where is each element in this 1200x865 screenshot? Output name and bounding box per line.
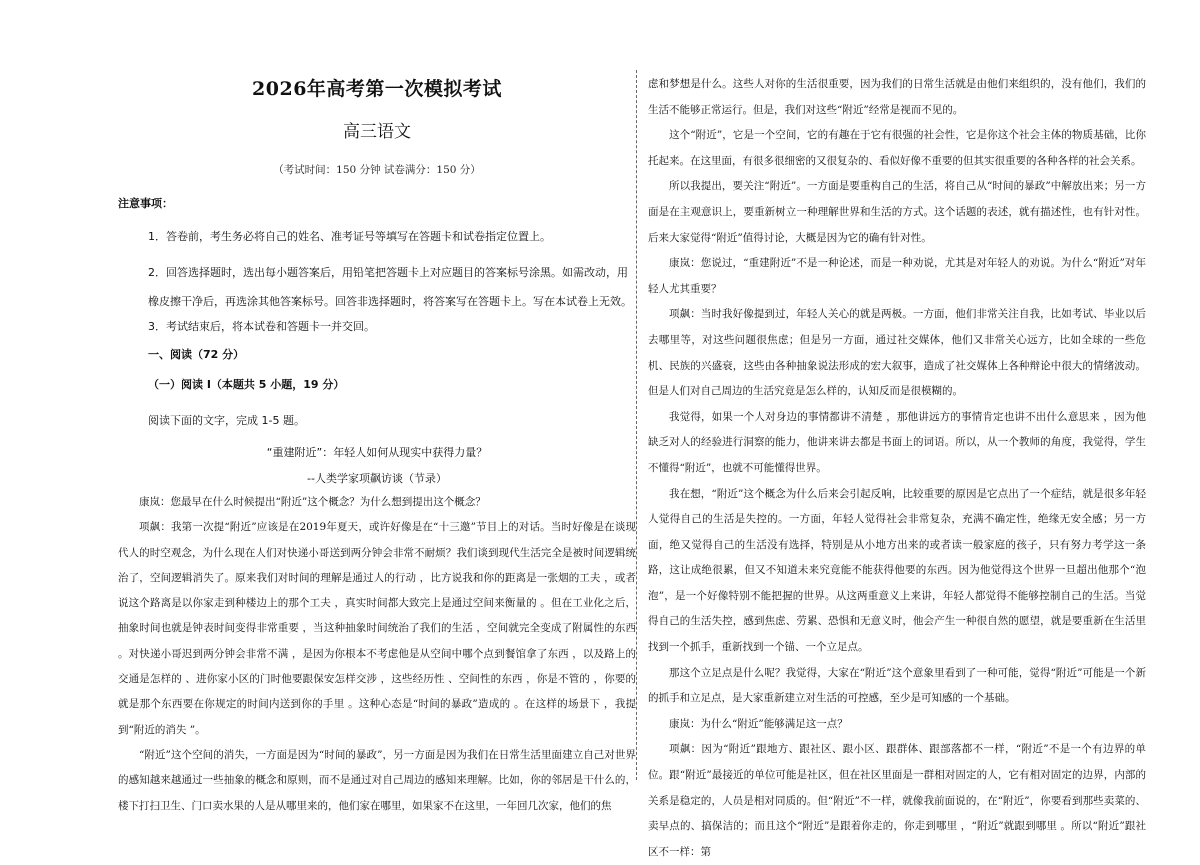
article-body-left [118, 490, 636, 819]
exam-subject: 高三语文 [343, 122, 411, 142]
notice-item-3: 3．考试结束后，将本试卷和答题卡一并交回。 [148, 320, 375, 333]
paragraph: 项飙：当时我好像提到过，年轻人关心的就是两极。一方面，他们非常关注自我，比如考试、毕业以后去哪里等，对这些问题很焦虑；但是另一方面，通过社交媒体，他们又非常关心远方，比如全球的一些危机、民族的兴盛衰，这些由各种抽象说法形成的宏大叙事，造成了社交媒体上各种辩论中很大的情绪波动。但是人们对自己周边的生活究竟是怎么样的，认知反而是很模糊的。 [648, 308, 1146, 398]
paragraph: 这个“附近”，它是一个空间，它的有趣在于它有很强的社会性，它是你这个社会主体的物质基础，比你托起来。在这里面，有很多很细密的又很复杂的、看似好像不重要的但其实很重要的各种各样的社会关系。 [648, 129, 1146, 167]
section-heading-reading-1: （一）阅读 I（本题共 5 小题，19 分） [148, 378, 345, 391]
notice-item-2: 2．回答选择题时，选出每小题答案后，用铅笔把答题卡上对应题目的答案标号涂黑。如需改动，用橡皮擦干净后，再选涂其他答案标号。回答非选择题时，将答案写在答题卡上。写在本试卷上无效。 [148, 266, 632, 308]
article-title: “重建附近”：年轻人如何从现实中获得力量？ [266, 446, 488, 459]
exam-meta: （考试时间：150 分钟 试卷满分：150 分） [273, 164, 481, 176]
paragraph: 康岚：您最早在什么时候提出“附近”这个概念？为什么想到提出这个概念？ [139, 496, 486, 508]
paragraph: 我在想，“附近”这个概念为什么后来会引起反响，比较重要的原因是它点出了一个症结，就是很多年轻人觉得自己的生活是失控的。一方面，年轻人觉得社会非常复杂，充满不确定性，绝缘无安全感；另一方面，绝又觉得自己的生活没有选择，特别是从小地方出来的或者读一般家庭的孩子，只有努力考学这一条路，这让成绝很累，但又不知道未来究竟能不能获得他要的东西。因为他觉得这个世界一旦超出他那个“泡泡”，是一个好像特别不能把握的世界。从这两重意义上来讲，年轻人都觉得不能够控制自己的生活。当觉得自己的生活失控，感到焦虑、劳累、恐惧和无意义时，他会产生一种很自然的愿望，就是要重新在生活里找到一个抓手，重新找到一个锚、一个立足点。 [648, 487, 1146, 654]
paragraph: 项飙：因为“附近”跟地方、跟社区、跟小区、跟群体、跟部落都不一样，“附近”不是一个有边界的单位。跟“附近”最接近的单位可能是社区，但在社区里面是一群相对固定的人，它有相对固定的边界，内部的关系是稳定的，人员是相对同质的。但“附近”不一样，就像我前面说的，在“附近”，你要看到那些卖菜的、卖早点的、搞保洁的；而且这个“附近”是跟着你走的，你走到哪里 ，“附近”就跟到哪里 。所以“附近”跟社区不一样：第 [648, 743, 1146, 858]
column-divider [636, 70, 637, 780]
notice-item-1: 1．答卷前，考生务必将自己的姓名、准考证号等填写在答题卡和试卷指定位置上。 [148, 230, 551, 243]
article-body-right [648, 72, 1146, 865]
paragraph: 康岚：您说过，“重建附近”不是一种论述，而是一种劝说，尤其是对年轻人的劝说。为什么“附近”对年轻人尤其重要？ [648, 257, 1146, 295]
notice-heading: 注意事项： [118, 197, 173, 210]
paragraph: 项飙：我第一次提“附近”应该是在2019年夏天，或许好像是在“十三邀”节目上的对话。当时好像是在谈现代人的时空观念，为什么现在人们对快递小哥送到两分钟会非常不耐烦？我们谈到现代生活完全是被时间逻辑统治了，空间逻辑消失了。原来我们对时间的理解是通过人的行动 ，比方说我和你的距离是一张烟的工夫 ，或者说这个路离是以你家走到种楼边上的那个工夫 ，真实时间都大致完上是通过空间来衡量的 。但在工业化之后，抽象时间也就是钟表时间变得非常重要 ，当这种抽象时间统治了我们的生活 ，空间就完全变成了附属性的东西 。对快递小哥迟到两分钟会非常不满 ，是因为你根本不考虑他是从空间中哪个点到餐馆拿了东西 ，以及路上的交通是怎样的 、进你家小区的门时他要跟保安怎样交涉 ，这些经历性 、空间性的东西 ，你是不管的 ，你要的就是那个东西要在你规定的时间内送到你的手里 。这种心态是“时间的暴政”造成的 。在这样的场景下 ，我提到“附近的消失 ”。 [118, 521, 636, 736]
paragraph: 虑和梦想是什么。这些人对你的生活很重要，因为我们的日常生活就是由他们来组织的，没有他们，我们的生活不能够正常运行。但是，我们对这些“附近”经常是视而不见的。 [648, 78, 1146, 116]
paragraph: 那这个立足点是什么呢？我觉得，大家在“附近”这个意象里看到了一种可能，觉得“附近”可能是一个新的抓手和立足点，是大家重新建立对生活的可控感，至少是可知感的一个基础。 [648, 666, 1146, 705]
paragraph: 我觉得，如果一个人对身边的事情都讲不清楚 ，那他讲远方的事情肯定也讲不出什么意思来 ，因为他缺乏对人的经验进行洞察的能力，他讲来讲去都是书面上的词语。所以，从一个教师的角度，我觉得，学生不懂得“附近”，也就不可能懂得世界。 [648, 410, 1146, 474]
paragraph: “附近”这个空间的消失，一方面是因为“时间的暴政”，另一方面是因为我们在日常生活里面建立自己对世界的感知越来越通过一些抽象的概念和原则，而不是通过对自己周边的感知来理解。比如，你的邻居是干什么的，楼下打扫卫生、门口卖水果的人是从哪里来的，他们家在哪里，如果家不在这里，一年回几次家，他们的焦 [118, 748, 636, 812]
paragraph: 康岚：为什么“附近”能够满足这一点？ [669, 717, 848, 730]
exam-title: 2026年高考第一次模拟考试 [252, 78, 502, 100]
reading-instruction: 阅读下面的文字，完成 1-5 题。 [148, 414, 305, 427]
article-byline: --人类学家项飙访谈（节录） [307, 472, 447, 485]
section-heading-reading: 一、阅读（72 分） [148, 348, 245, 361]
paragraph: 所以我提出，要关注“附近”。一方面是要重构自己的生活，将自己从“时间的暴政”中解放出来；另一方面是在主观意识上，要重新树立一种理解世界和生活的方式。这个话题的表述，就有描述性，也有针对性。后来大家觉得“附近”值得讨论，大概是因为它的确有针对性。 [648, 180, 1146, 244]
